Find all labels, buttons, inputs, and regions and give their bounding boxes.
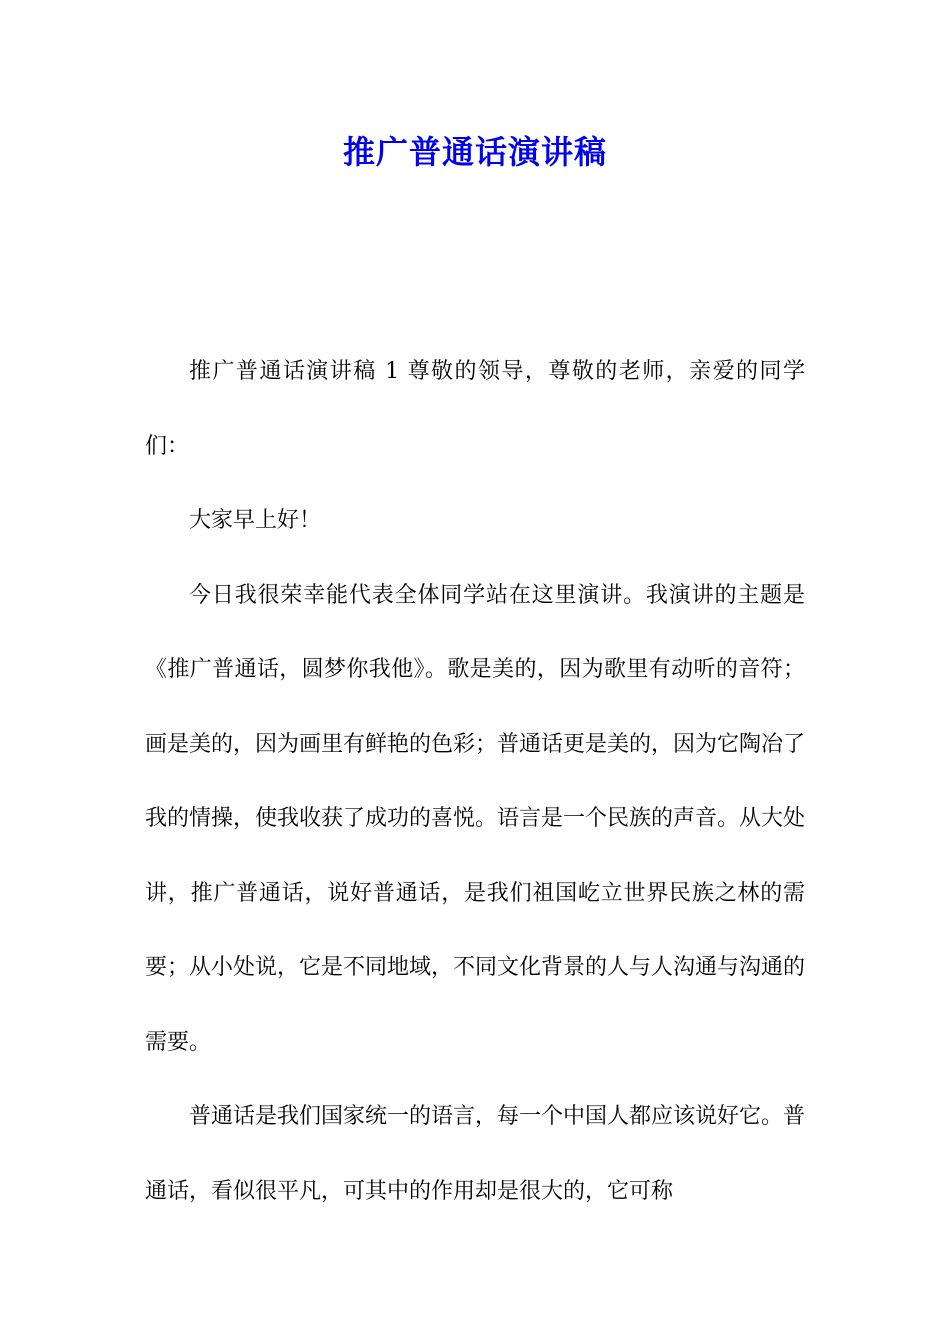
document-title: 推广普通话演讲稿 xyxy=(342,133,607,171)
paragraph-theme: 今日我很荣幸能代表全体同学站在这里演讲。我演讲的主题是《推广普通话，圆梦你我他》。歌是美的，因为歌里有动听的音符；画是美的，因为画里有鲜艳的色彩；普通话更是美的，因为它陶冶了我的情操，使我收获了成功的喜悦。语言是一个民族的声音。从大处讲，推广普通话，说好普通话，是我们祖国屹立世界民族之林的需要；从小处说，它是不同地域，不同文化背景的人与人沟通与沟通的需要。 xyxy=(145,582,806,1055)
paragraph-putonghua: 普通话是我们国家统一的语言，每一个中国人都应该说好它。普通话，看似很平凡，可其中的作用却是很大的，它可称 xyxy=(145,1104,806,1204)
paragraph-greeting: 推广普通话演讲稿 1 尊敬的领导，尊敬的老师，亲爱的同学们： xyxy=(145,359,805,459)
document-body xyxy=(145,335,805,1229)
paragraph-good-morning: 大家早上好！ xyxy=(189,508,322,533)
